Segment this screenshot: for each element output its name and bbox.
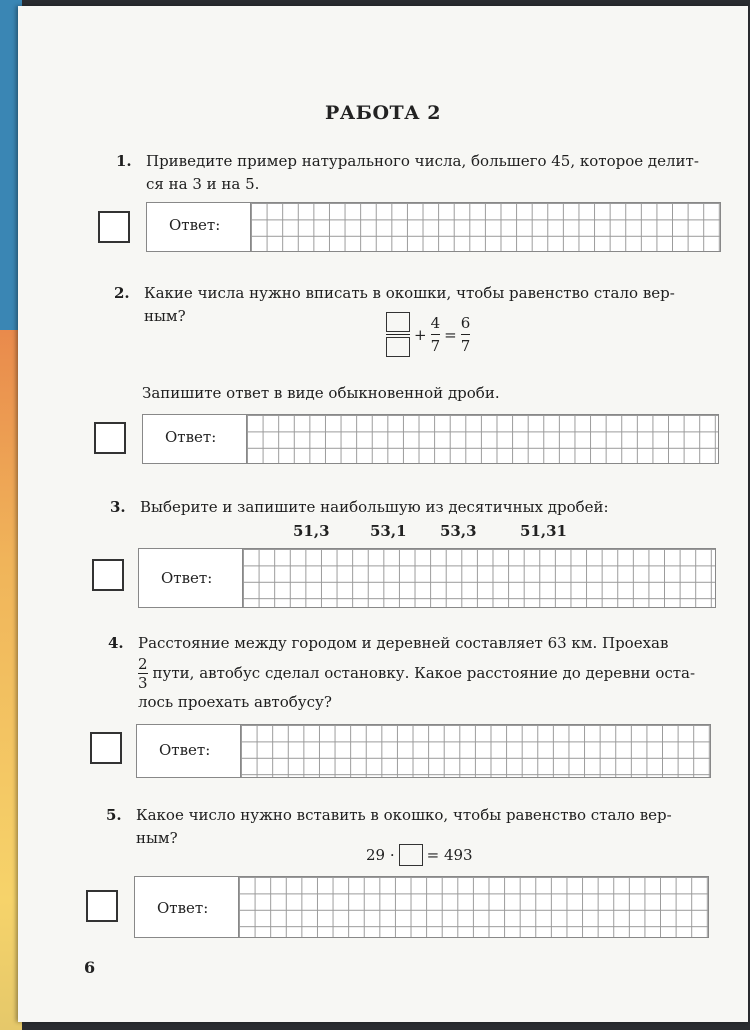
option-53-1: 53,1 [370,522,407,540]
question-number: 2. [114,284,130,302]
answer-grid[interactable] [242,549,715,607]
score-checkbox-2[interactable] [94,422,126,454]
answer-grid[interactable] [250,203,720,251]
question-number: 1. [116,152,132,170]
fraction-6-7: $\frac{6}{7}$ [460,314,471,355]
answer-label: Ответ: [159,741,211,759]
answer-label: Ответ: [157,899,209,917]
unknown-box[interactable] [399,844,423,866]
question-text: Какое число нужно вставить в окошко, чтобы равенство стало вер- ным? [136,806,672,847]
equals-sign: = [444,325,457,344]
equation-2 [386,312,470,357]
question-number: 4. [108,634,124,652]
answer-field-4[interactable] [136,724,711,778]
score-checkbox-4[interactable] [90,732,122,764]
option-53-3: 53,3 [440,522,477,540]
option-51-31: 51,31 [520,522,567,540]
question-4 [108,632,720,718]
question-3 [110,496,722,520]
numerator-box[interactable] [386,312,410,332]
page-number: 6 [84,958,96,977]
question-2-note: Запишите ответ в виде обыкновенной дроби. [142,384,500,402]
question-number: 5. [106,806,122,824]
page-title: РАБОТА 2 [325,102,441,124]
answer-field-2[interactable] [142,414,719,464]
fraction-4-7: $\frac{4}{7}$ [430,314,441,355]
answer-grid[interactable] [246,415,718,463]
question-text: Приведите пример натурального числа, большего 45, которое делит- ся на 3 и на 5. [146,152,699,193]
question-text: Какие числа нужно вписать в окошки, чтобы равенство стало вер- ным? [144,284,675,325]
option-51-3: 51,3 [293,522,330,540]
answer-label: Ответ: [169,216,221,234]
question-1 [116,150,728,200]
denominator-box[interactable] [386,337,410,357]
score-checkbox-1[interactable] [98,211,130,243]
answer-grid[interactable] [238,877,708,937]
question-number: 3. [110,498,126,516]
answer-field-5[interactable] [134,876,709,938]
question-text: Выберите и запишите наибольшую из десятичных дробей: [140,498,609,516]
fraction-2-3: $\frac{2}{3}$ [138,654,148,692]
plus-sign: + [414,325,427,344]
question-text: Расстояние между городом и деревней составляет 63 км. Проехав $\frac{2}{3}$ пути, автобус сделал остановку. Какое расстояние до деревни оста- лось проехать автобусу? [138,634,696,711]
answer-label: Ответ: [165,428,217,446]
unknown-fraction [386,312,410,357]
worksheet-page [18,6,748,1022]
answer-label: Ответ: [161,569,213,587]
score-checkbox-5[interactable] [86,890,118,922]
answer-field-3[interactable] [138,548,716,608]
answer-grid[interactable] [240,725,710,777]
equation-5: 29 · = 493 [366,846,473,864]
answer-field-1[interactable] [146,202,721,252]
score-checkbox-3[interactable] [92,559,124,591]
